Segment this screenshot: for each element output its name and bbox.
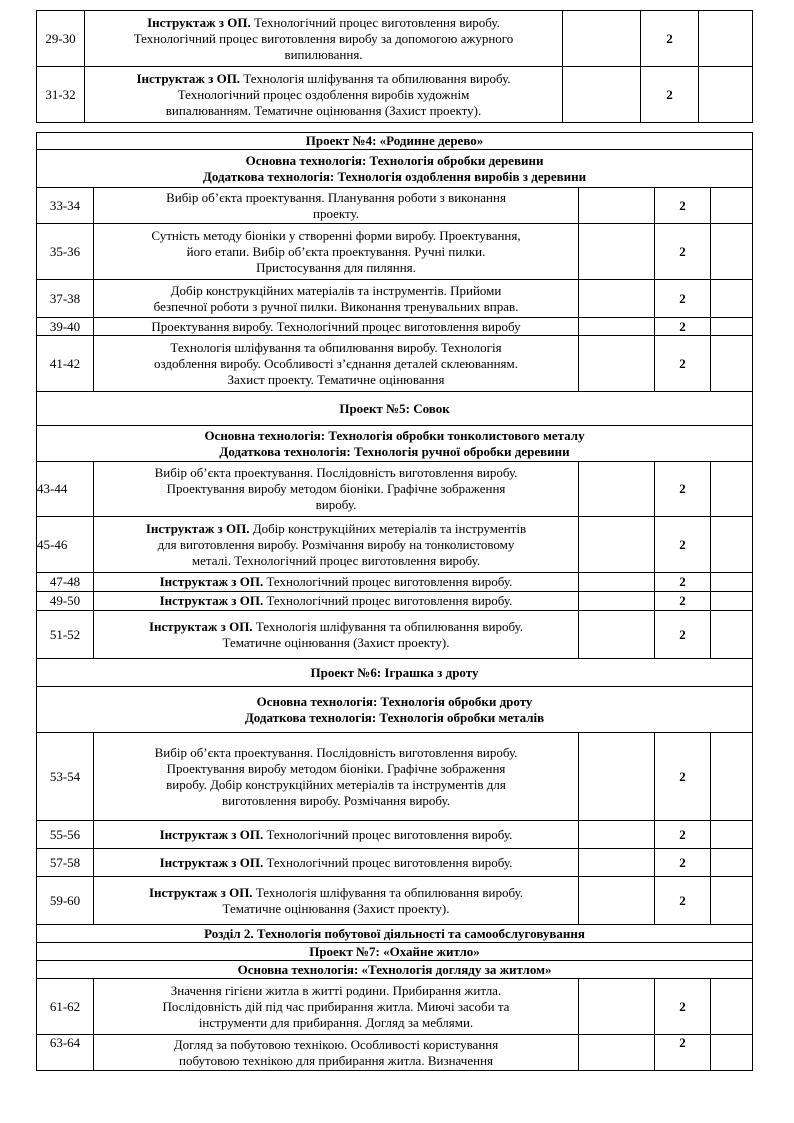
empty-cell [711, 877, 753, 925]
empty-cell [711, 280, 753, 318]
table-row [37, 733, 753, 821]
empty-cell [711, 979, 753, 1035]
lesson-topic: Добір конструкційних матеріалів та інструментів. Прийоми безпечної роботи з ручної пилки. Виконання тренувальних вправ. [94, 280, 579, 318]
lesson-number: 51-52 [37, 611, 94, 659]
empty-cell [579, 611, 655, 659]
lesson-number: 41-42 [37, 336, 94, 392]
lesson-hours: 2 [655, 733, 711, 821]
empty-cell [579, 849, 655, 877]
lesson-number: 45-46 [37, 517, 94, 573]
lesson-number: 29-30 [37, 11, 85, 67]
empty-cell [579, 877, 655, 925]
lesson-hours: 2 [655, 611, 711, 659]
table-row [37, 280, 753, 318]
lesson-topic: Інструктаж з ОП. Технологічний процес виготовлення виробу. [94, 849, 579, 877]
empty-cell [579, 188, 655, 224]
empty-cell [711, 517, 753, 573]
lesson-number: 37-38 [37, 280, 94, 318]
lesson-hours: 2 [655, 1035, 711, 1071]
instruction-label: Інструктаж з ОП. [136, 70, 241, 86]
instruction-label: Інструктаж з ОП. [148, 618, 253, 634]
project-4-technologies [37, 150, 753, 188]
table-row [37, 67, 753, 123]
table-row [37, 979, 753, 1035]
instruction-label: Інструктаж з ОП. [145, 520, 250, 536]
lesson-hours: 2 [655, 517, 711, 573]
main-technology: Основна технологія: Технологія обробки деревини [245, 152, 544, 168]
table-row [37, 188, 753, 224]
lesson-topic: Значення гігієни житла в житті родини. Прибирання житла. Послідовність дій під час прибирання житла. Миючі засоби та інструменти для прибирання. Догляд за меблями. [94, 979, 579, 1035]
lesson-number: 59-60 [37, 877, 94, 925]
main-technology: Основна технологія: Технологія обробки тонколистового металу [204, 427, 585, 443]
additional-technology: Додаткова технологія: Технологія обробки металів [244, 709, 545, 725]
lesson-hours: 2 [655, 592, 711, 611]
empty-cell [579, 1035, 655, 1071]
lesson-hours: 2 [641, 11, 699, 67]
empty-cell [711, 733, 753, 821]
additional-technology: Додаткова технологія: Технологія ручної обробки деревини [219, 443, 570, 459]
empty-cell [579, 462, 655, 517]
lesson-number: 33-34 [37, 188, 94, 224]
lesson-hours: 2 [655, 849, 711, 877]
empty-cell [711, 821, 753, 849]
lesson-topic: Інструктаж з ОП. Технологія шліфування та обпилювання виробу. Тематичне оцінювання (Захист проекту). [94, 877, 579, 925]
instruction-label: Інструктаж з ОП. [159, 593, 264, 608]
empty-cell [579, 280, 655, 318]
empty-cell [711, 573, 753, 592]
additional-technology: Додаткова технологія: Технологія оздоблення виробів з деревини [202, 168, 587, 184]
lesson-topic: Інструктаж з ОП. Технологічний процес виготовлення виробу. [94, 573, 579, 592]
lesson-topic: Інструктаж з ОП. Технологія шліфування та обпилювання виробу. Технологічний процес оздоблення виробів художнім випалюванням. Тематичне оцінювання (Захист проекту). [85, 67, 563, 123]
empty-cell [711, 336, 753, 392]
empty-cell [699, 67, 753, 123]
lesson-topic: Інструктаж з ОП. Добір конструкційних метеріалів та інструментів для виготовлення виробу. Розмічання виробу на тонколистовому металі. Технологічний процес виготовлення виробу. [94, 517, 579, 573]
lesson-hours: 2 [655, 877, 711, 925]
lesson-number: 39-40 [37, 318, 94, 336]
table-row [37, 517, 753, 573]
lesson-table-main [36, 132, 753, 1071]
lesson-hours: 2 [655, 224, 711, 280]
lesson-topic: Догляд за побутовою технікою. Особливості користування побутовою технікою для прибирання житла. Визначення [94, 1035, 579, 1071]
lesson-hours: 2 [655, 979, 711, 1035]
table-row [37, 821, 753, 849]
instruction-label: Інструктаж з ОП. [147, 14, 251, 30]
empty-cell [579, 733, 655, 821]
empty-cell [579, 592, 655, 611]
lesson-number: 63-64 [37, 1035, 94, 1071]
lesson-hours: 2 [655, 336, 711, 392]
lesson-topic: Проектування виробу. Технологічний процес виготовлення виробу [94, 318, 579, 336]
lesson-hours: 2 [655, 462, 711, 517]
lesson-topic: Інструктаж з ОП. Технологічний процес виготовлення виробу. [94, 821, 579, 849]
empty-cell [579, 224, 655, 280]
lesson-topic: Вибір об’єкта проектування. Послідовність виготовлення виробу. Проектування виробу методом біоніки. Графічне зображення виробу. Добір конструкційних метеріалів та інструментів для виготовлення виробу. Розмічання виробу. [94, 733, 579, 821]
lesson-hours: 2 [655, 821, 711, 849]
empty-cell [711, 849, 753, 877]
table-row [37, 1035, 753, 1071]
empty-cell [579, 336, 655, 392]
empty-cell [579, 573, 655, 592]
lesson-topic: Інструктаж з ОП. Технологія шліфування та обпилювання виробу. Тематичне оцінювання (Захист проекту). [94, 611, 579, 659]
instruction-label: Інструктаж з ОП. [159, 574, 264, 589]
empty-cell [711, 1035, 753, 1071]
empty-cell [711, 611, 753, 659]
table-row [37, 224, 753, 280]
lesson-hours: 2 [655, 573, 711, 592]
lesson-topic: Вибір об’єкта проектування. Планування роботи з виконання проекту. [94, 188, 579, 224]
table-row [37, 592, 753, 611]
instruction-label: Інструктаж з ОП. [159, 826, 264, 842]
table-row [37, 318, 753, 336]
project-6-technologies [37, 687, 753, 733]
lesson-number: 43-44 [37, 462, 94, 517]
instruction-label: Інструктаж з ОП. [148, 884, 253, 900]
empty-cell [711, 188, 753, 224]
empty-cell [711, 592, 753, 611]
project-6-title: Проект №6: Іграшка з дроту [37, 659, 753, 687]
table-row [37, 336, 753, 392]
lesson-hours: 2 [655, 188, 711, 224]
lesson-topic: Сутність методу біоніки у створенні форми виробу. Проектування, його етапи. Вибір об’єкта проектування. Ручні пилки. Пристосування для пиляння. [94, 224, 579, 280]
project-7-title: Проект №7: «Охайне житло» [37, 943, 753, 961]
lesson-number: 35-36 [37, 224, 94, 280]
lesson-number: 53-54 [37, 733, 94, 821]
empty-cell [563, 67, 641, 123]
empty-cell [579, 979, 655, 1035]
table-row [37, 11, 753, 67]
project-4-title: Проект №4: «Родинне дерево» [37, 133, 753, 150]
empty-cell [579, 517, 655, 573]
table-row [37, 849, 753, 877]
lesson-topic: Інструктаж з ОП. Технологічний процес виготовлення виробу. Технологічний процес виготовлення виробу за допомогою ажурного випилювання. [85, 11, 563, 67]
instruction-label: Інструктаж з ОП. [159, 854, 264, 870]
section-2-title: Розділ 2. Технологія побутової діяльності та самообслуговування [37, 925, 753, 943]
empty-cell [711, 224, 753, 280]
lesson-topic: Інструктаж з ОП. Технологічний процес виготовлення виробу. [94, 592, 579, 611]
lesson-number: 61-62 [37, 979, 94, 1035]
project-5-title: Проект №5: Совок [37, 392, 753, 426]
project-7-main-technology: Основна технологія: «Технологія догляду за житлом» [37, 961, 753, 979]
main-technology: Основна технологія: Технологія обробки дроту [256, 693, 533, 709]
lesson-hours: 2 [641, 67, 699, 123]
empty-cell [579, 821, 655, 849]
lesson-number: 49-50 [37, 592, 94, 611]
project-5-technologies [37, 426, 753, 462]
empty-cell [711, 462, 753, 517]
lesson-number: 47-48 [37, 573, 94, 592]
table-row [37, 877, 753, 925]
lesson-topic: Вибір об’єкта проектування. Послідовність виготовлення виробу. Проектування виробу методом біоніки. Графічне зображення виробу. [94, 462, 579, 517]
table-row [37, 573, 753, 592]
lesson-hours: 2 [655, 318, 711, 336]
lesson-table-top [36, 10, 753, 123]
lesson-topic: Технологія шліфування та обпилювання виробу. Технологія оздоблення виробу. Особливості з’єднання деталей склеюванням. Захист проекту. Тематичне оцінювання [94, 336, 579, 392]
lesson-number: 31-32 [37, 67, 85, 123]
empty-cell [699, 11, 753, 67]
table-row [37, 611, 753, 659]
empty-cell [711, 318, 753, 336]
table-row [37, 462, 753, 517]
lesson-hours: 2 [655, 280, 711, 318]
empty-cell [563, 11, 641, 67]
empty-cell [579, 318, 655, 336]
lesson-number: 55-56 [37, 821, 94, 849]
lesson-number: 57-58 [37, 849, 94, 877]
